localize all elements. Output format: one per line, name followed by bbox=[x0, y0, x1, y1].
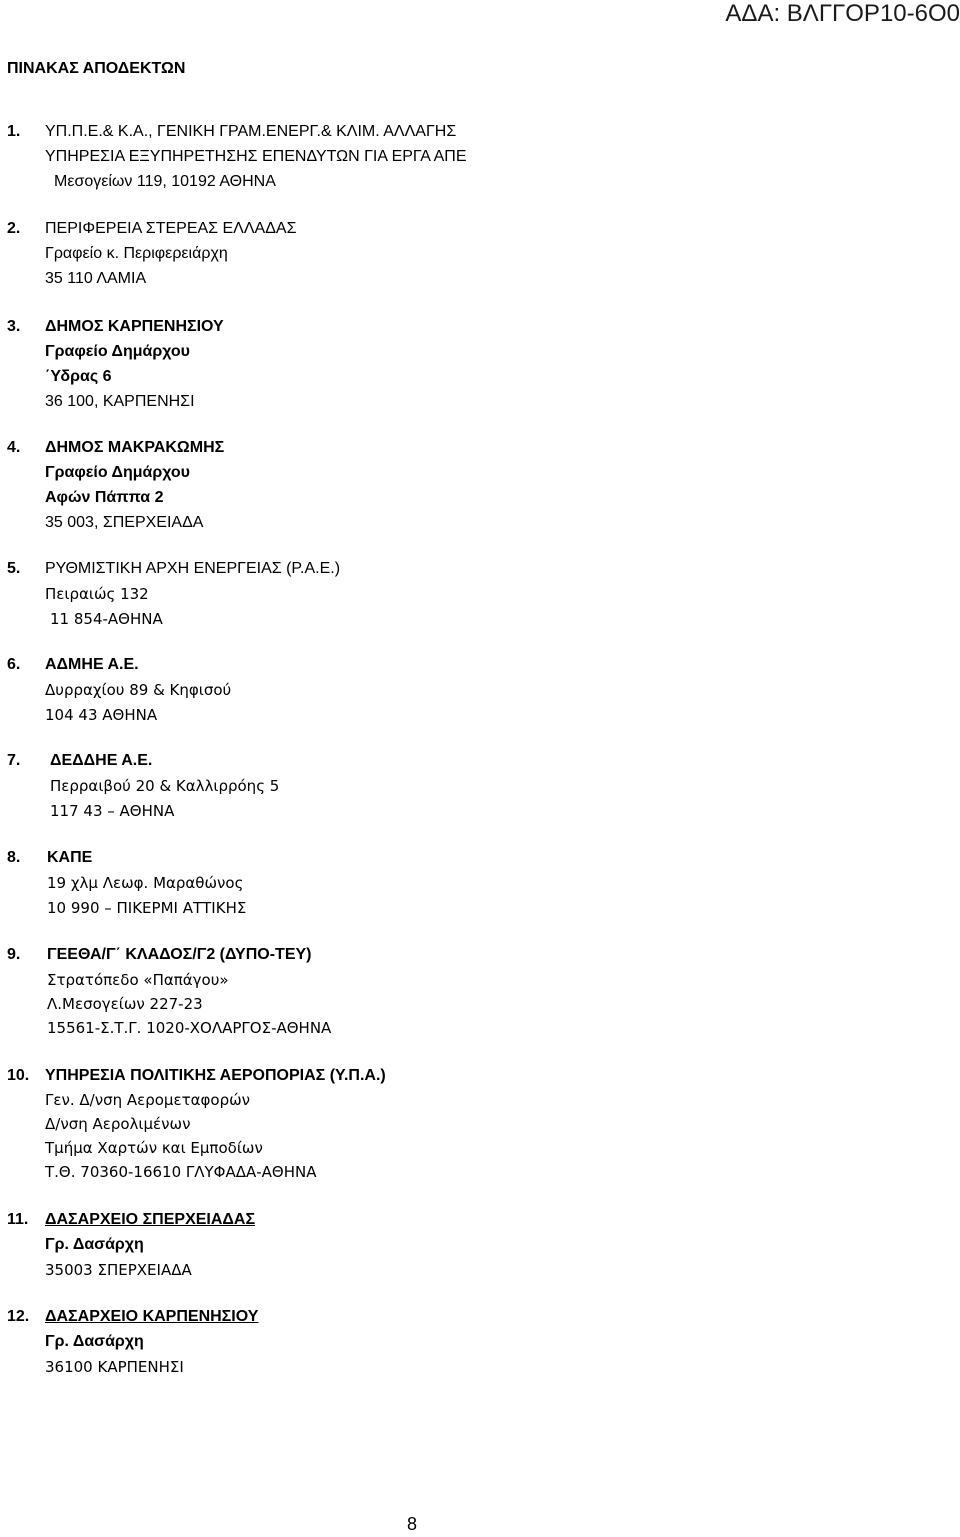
item-line: ΑΔΜΗΕ Α.Ε. bbox=[45, 656, 139, 673]
page-number: 8 bbox=[407, 1514, 418, 1534]
item-line: 117 43 – ΑΘΗΝΑ bbox=[50, 802, 175, 820]
item-line: Στρατόπεδο «Παπάγου» bbox=[47, 971, 229, 989]
item-line: Δ/νση Αερολιμένων bbox=[45, 1115, 191, 1133]
item-line: Γρ. Δασάρχη bbox=[45, 1236, 144, 1253]
item-number: 11. bbox=[7, 1211, 29, 1228]
item-line: Λ.Μεσογείων 227-23 bbox=[47, 995, 203, 1013]
item-number: 3. bbox=[7, 318, 21, 335]
item-line: Τμήμα Χαρτών και Εμποδίων bbox=[45, 1139, 263, 1157]
item-line: 15561-Σ.Τ.Γ. 1020-ΧΟΛΑΡΓΟΣ-ΑΘΗΝΑ bbox=[47, 1019, 332, 1037]
item-number: 12. bbox=[7, 1308, 30, 1325]
item-line: Γρ. Δασάρχη bbox=[45, 1333, 144, 1350]
item-line: 10 990 – ΠΙΚΕΡΜΙ ΑΤΤΙΚΗΣ bbox=[47, 899, 247, 917]
item-line: Αφών Πάππα 2 bbox=[45, 489, 164, 506]
item-line: ΄Υδρας 6 bbox=[45, 368, 112, 385]
item-line: Δυρραχίου 89 & Κηφισού bbox=[45, 681, 232, 699]
item-line: 11 854-ΑΘΗΝΑ bbox=[50, 610, 163, 628]
item-number: 9. bbox=[7, 946, 21, 963]
item-line: Γραφείο Δημάρχου bbox=[45, 464, 190, 481]
item-number: 6. bbox=[7, 656, 21, 673]
item-number: 5. bbox=[7, 560, 21, 577]
item-number: 7. bbox=[7, 752, 21, 769]
item-line: Πειραιώς 132 bbox=[45, 585, 149, 603]
item-line: Γραφείο κ. Περιφερειάρχη bbox=[45, 245, 228, 262]
item-number: 1. bbox=[7, 123, 21, 140]
item-line: ΔΗΜΟΣ ΜΑΚΡΑΚΩΜΗΣ bbox=[45, 439, 225, 456]
item-line: 35 003, ΣΠΕΡΧΕΙΑΔΑ bbox=[45, 514, 204, 531]
item-line: ΔΕΔΔΗΕ Α.Ε. bbox=[50, 752, 153, 769]
item-line: ΠΕΡΙΦΕΡΕΙΑ ΣΤΕΡΕΑΣ ΕΛΛΑΔΑΣ bbox=[45, 220, 297, 237]
item-line: ΓΕΕΘΑ/Γ΄ ΚΛΑΔΟΣ/Γ2 (ΔΥΠΟ-ΤΕΥ) bbox=[47, 946, 312, 963]
item-line: 19 χλμ Λεωφ. Μαραθώνος bbox=[47, 874, 244, 892]
item-number: 2. bbox=[7, 220, 21, 237]
item-line: ΥΠΗΡΕΣΙΑ ΠΟΛΙΤΙΚΗΣ ΑΕΡΟΠΟΡΙΑΣ (Υ.Π.Α.) bbox=[45, 1067, 386, 1084]
item-number: 10. bbox=[7, 1067, 30, 1084]
item-line: ΔΑΣΑΡΧΕΙΟ ΚΑΡΠΕΝΗΣΙΟΥ bbox=[45, 1308, 259, 1325]
item-line: Γεν. Δ/νση Αερομεταφορών bbox=[45, 1091, 251, 1109]
page-title: ΠΙΝΑΚΑΣ ΑΠΟΔΕΚΤΩΝ bbox=[7, 60, 186, 77]
item-line: ΥΠΗΡΕΣΙΑ ΕΞΥΠΗΡΕΤΗΣΗΣ ΕΠΕΝΔΥΤΩΝ ΓΙΑ ΕΡΓΑ ΑΠΕ bbox=[45, 148, 467, 165]
item-line: ΥΠ.Π.Ε.& Κ.Α., ΓΕΝΙΚΗ ΓΡΑΜ.ΕΝΕΡΓ.& ΚΛΙΜ. ΑΛΛΑΓΗΣ bbox=[45, 123, 457, 140]
item-line: ΚΑΠΕ bbox=[47, 849, 93, 866]
item-line: Μεσογείων 119, 10192 ΑΘΗΝΑ bbox=[54, 173, 276, 190]
item-number: 4. bbox=[7, 439, 21, 456]
item-line: 36 100, ΚΑΡΠΕΝΗΣΙ bbox=[45, 393, 195, 410]
item-line: ΔΑΣΑΡΧΕΙΟ ΣΠΕΡΧΕΙΑΔΑΣ bbox=[45, 1211, 256, 1228]
item-line: 36100 ΚΑΡΠΕΝΗΣΙ bbox=[45, 1358, 184, 1376]
ada-code: ΑΔΑ: ΒΛΓΓΟΡ10-6Ο0 bbox=[725, 0, 960, 27]
item-line: 104 43 ΑΘΗΝΑ bbox=[45, 706, 158, 724]
item-line: Γραφείο Δημάρχου bbox=[45, 343, 190, 360]
item-line: ΔΗΜΟΣ ΚΑΡΠΕΝΗΣΙΟΥ bbox=[45, 318, 224, 335]
item-line: Περραιβού 20 & Καλλιρρόης 5 bbox=[50, 777, 280, 795]
item-line: 35 110 ΛΑΜΙΑ bbox=[45, 270, 147, 287]
item-number: 8. bbox=[7, 849, 21, 866]
item-line: Τ.Θ. 70360-16610 ΓΛΥΦΑΔΑ-ΑΘΗΝΑ bbox=[45, 1163, 317, 1181]
item-line: 35003 ΣΠΕΡΧΕΙΑΔΑ bbox=[45, 1261, 192, 1279]
item-line: ΡΥΘΜΙΣΤΙΚΗ ΑΡΧΗ ΕΝΕΡΓΕΙΑΣ (Ρ.Α.Ε.) bbox=[45, 560, 341, 577]
